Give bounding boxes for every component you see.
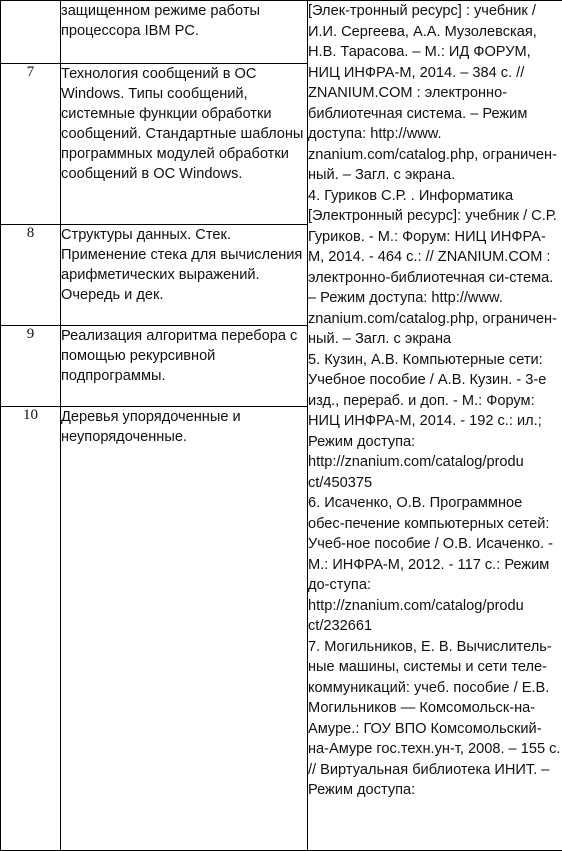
row-number: 10 [1, 407, 61, 851]
literature-entry: [Элек-тронный ресурс] : учебник / И.И. Сергеева, А.А. Музолевская, Н.В. Тарасова. – М.: ИД ФОРУМ, НИЦ ИНФРА-М, 2014. – 384 с. // ZNANIUM.COM : электронно-библиотечная система. – Режим доступа: http://www. znanium.com/catalog.php, ограничен-ный. – Загл. с экрана. [308, 1, 562, 186]
row-number: 9 [1, 326, 61, 407]
table-row [1, 1, 562, 64]
literature-entry: 7. Могильников, Е. В. Вычислитель-ные машины, системы и сети теле-коммуникаций: учеб. пособие / Е.В. Могильников — Комсомольск-на-Амуре.: ГОУ ВПО Комсомольский-на-Амуре гос.техн.ун-т, 2008. – 155 с. // Виртуальная библиотека ИНИТ. – Режим доступа: [308, 637, 562, 801]
literature-entry: 6. Исаченко, О.В. Программное обес-печение компьютерных сетей: Учеб-ное пособие / О.В. Исаченко. - М.: ИНФРА-М, 2012. - 117 с.: Режим до-ступа: http://znanium.com/catalog/produ ct/232661 [308, 493, 562, 637]
topic-cell: Технология сообщений в ОС Windows. Типы сообщений, системные функции обработки сообщений. Стандартные шаблоны программных модулей обработки сообщений в ОС Windows. [61, 64, 308, 225]
row-number: 8 [1, 225, 61, 326]
topic-cell: Структуры данных. Стек. Применение стека для вычисления арифметических выражений. Очередь и дек. [61, 225, 308, 326]
literature-cell [308, 1, 562, 851]
literature-entry: 4. Гуриков С.Р. . Информатика [Электронный ресурс]: учебник / С.Р. Гуриков. - М.: Форум: НИЦ ИНФРА-М, 2014. - 464 с.: // ZNANIUM.COM : электронно-библиотечная си-стема. – Режим доступа: http://www. znanium.com/catalog.php, ограничен-ный. – Загл. с экрана [308, 186, 562, 350]
topic-cell: Деревья упорядоченные и неупорядоченные. [61, 407, 308, 851]
row-number: 7 [1, 64, 61, 225]
literature-entry: 5. Кузин, А.В. Компьютерные сети: Учебное пособие / А.В. Кузин. - 3-е изд., перераб. и доп. - М.: Форум: НИЦ ИНФРА-М, 2014. - 192 с.: ил.; Режим доступа: http://znanium.com/catalog/produ ct/450375 [308, 350, 562, 494]
row-number [1, 1, 61, 64]
topic-cell: защищенном режиме работы процессора IBM PC. [61, 1, 308, 64]
topic-cell: Реализация алгоритма перебора с помощью рекурсивной подпрограммы. [61, 326, 308, 407]
